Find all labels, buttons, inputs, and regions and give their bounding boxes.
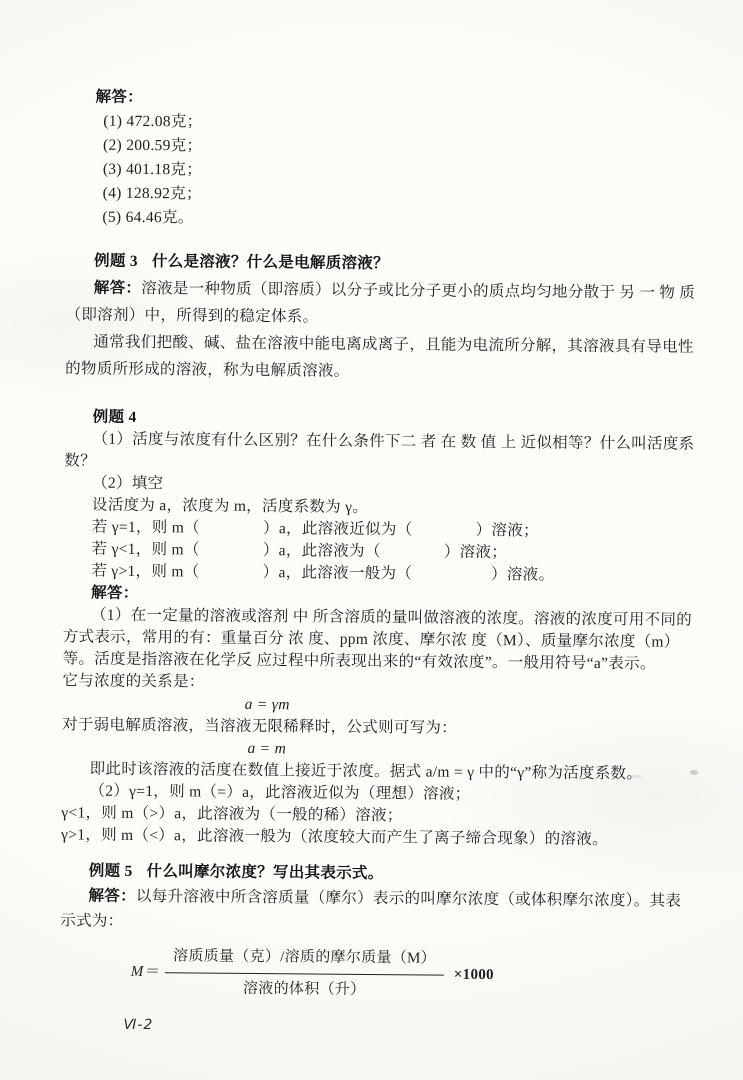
molar-concentration-formula (60, 943, 565, 1004)
answer-item-5: (5) 64.46克。 (102, 208, 194, 227)
example4-a1-line3: 等。活度是指溶液在化学反 应过程中所表现出来的“有效浓度”。一般用符号“a”表示。 (62, 650, 656, 673)
example5-section (60, 858, 686, 1005)
example4-q2: （2）填空 (92, 474, 164, 493)
example3-label: 例题 3 (94, 252, 138, 270)
example4-bridge: 对于弱电解质溶液，当溶液无限稀释时，公式则可写为： (61, 716, 458, 737)
example3-section (65, 247, 696, 387)
formula-fraction (165, 944, 444, 1003)
answer-item-1: (1) 472.08克； (103, 112, 203, 131)
fill-blank-line-1: 若 γ=1，则 m（ ）a，此溶液近似为（ ）溶液； (91, 518, 539, 540)
example4-q1-line1: （1）活度与浓度有什么区别？在什么条件下二 者 在 数 值 上 近似相等？什么叫活度系 (92, 430, 695, 453)
page-number: Ⅵ-2 (123, 1016, 154, 1034)
example5-answer-line2: 示式为： (60, 912, 124, 930)
example4-setup: 设活度为 a，浓度为 m，活度系数为 γ。 (91, 496, 369, 516)
example3-answer-line2: （即溶剂）中，所得到的稳定体系。 (65, 306, 319, 326)
formula-times-1000: ×1000 (453, 966, 494, 984)
example4-a2-line2: γ<1，则 m（>）a，此溶液为（一般的稀）溶液； (61, 804, 403, 825)
example4-a1-line4: 它与浓度的关系是： (62, 672, 205, 691)
example4-section (60, 406, 695, 851)
example5-question: 什么叫摩尔浓度？写出其表示式。 (146, 863, 384, 883)
example5-answer-label: 解答： (88, 887, 137, 905)
example3-answer-text: 溶液是一种物质（即溶质）以分子或比分子更小的质点均匀地分散于 另 一 物 质 (141, 279, 696, 302)
formula-a-equals-gamma-m: a = γm (244, 695, 290, 714)
answer-item-2: (2) 200.59克； (103, 136, 203, 155)
example3-para2-line1: 通常我们把酸、碱、盐在溶液中能电离成离子，且能为电流所分解，其溶液具有导电性 (93, 333, 694, 356)
previous-answer-block (66, 85, 692, 234)
formula-denominator: 溶液的体积（升） (242, 980, 366, 998)
formula-a-equals-m: a = m (247, 739, 287, 758)
example4-a1-line1: （1）在一定量的溶液或溶剂 中 所含溶质的量叫做溶液的浓度。溶液的浓度可用不同的 (90, 606, 693, 629)
example4-a2-line3: γ>1，则 m（<）a，此溶液一般为（浓度较大而产生了离子缔合现象）的溶液。 (60, 826, 608, 849)
formula-numerator: 溶质质量（克）/溶质的摩尔质量（M） (165, 944, 444, 975)
example4-note: 即此时该溶液的活度在数值上接近于浓度。据式 a/m = γ 中的“γ”称为活度系数。 (89, 760, 643, 783)
example3-answer-label: 解答： (93, 279, 142, 297)
answer-item-4: (4) 128.92克； (102, 184, 202, 203)
example3-para2-line2: 的物质所形成的溶液，称为电解质溶液。 (65, 360, 350, 380)
example4-q1-line2: 数？ (64, 452, 97, 470)
fill-blank-line-3: 若 γ>1，则 m（ ）a，此溶液一般为（ ）溶液。 (91, 562, 555, 584)
answer-label: 解答： (95, 88, 143, 106)
example4-a1-line2: 方式表示，常用的有：重量百分 浓 度、ppm 浓度、摩尔浓 度（M）、质量摩尔浓度（m） (62, 628, 680, 651)
example5-answer-text: 以每升溶液中所含溶质量（摩尔）表示的叫摩尔浓度（或体积摩尔浓度）。其表 (135, 887, 682, 910)
fill-blank-line-2: 若 γ<1，则 m（ ）a，此溶液为（ ）溶液； (91, 540, 508, 562)
example4-a2-line1: （2）γ=1，则 m（=）a，此溶液近似为（理想）溶液； (89, 782, 471, 803)
example5-label: 例题 5 (88, 862, 133, 880)
example4-heading: 例题 4 (92, 408, 137, 426)
example3-question: 什么是溶液？什么是电解质溶液？ (151, 253, 389, 273)
answer-item-3: (3) 401.18克； (102, 160, 203, 179)
formula-lhs: M＝ (130, 963, 160, 981)
example4-answer-label: 解答： (91, 584, 139, 602)
